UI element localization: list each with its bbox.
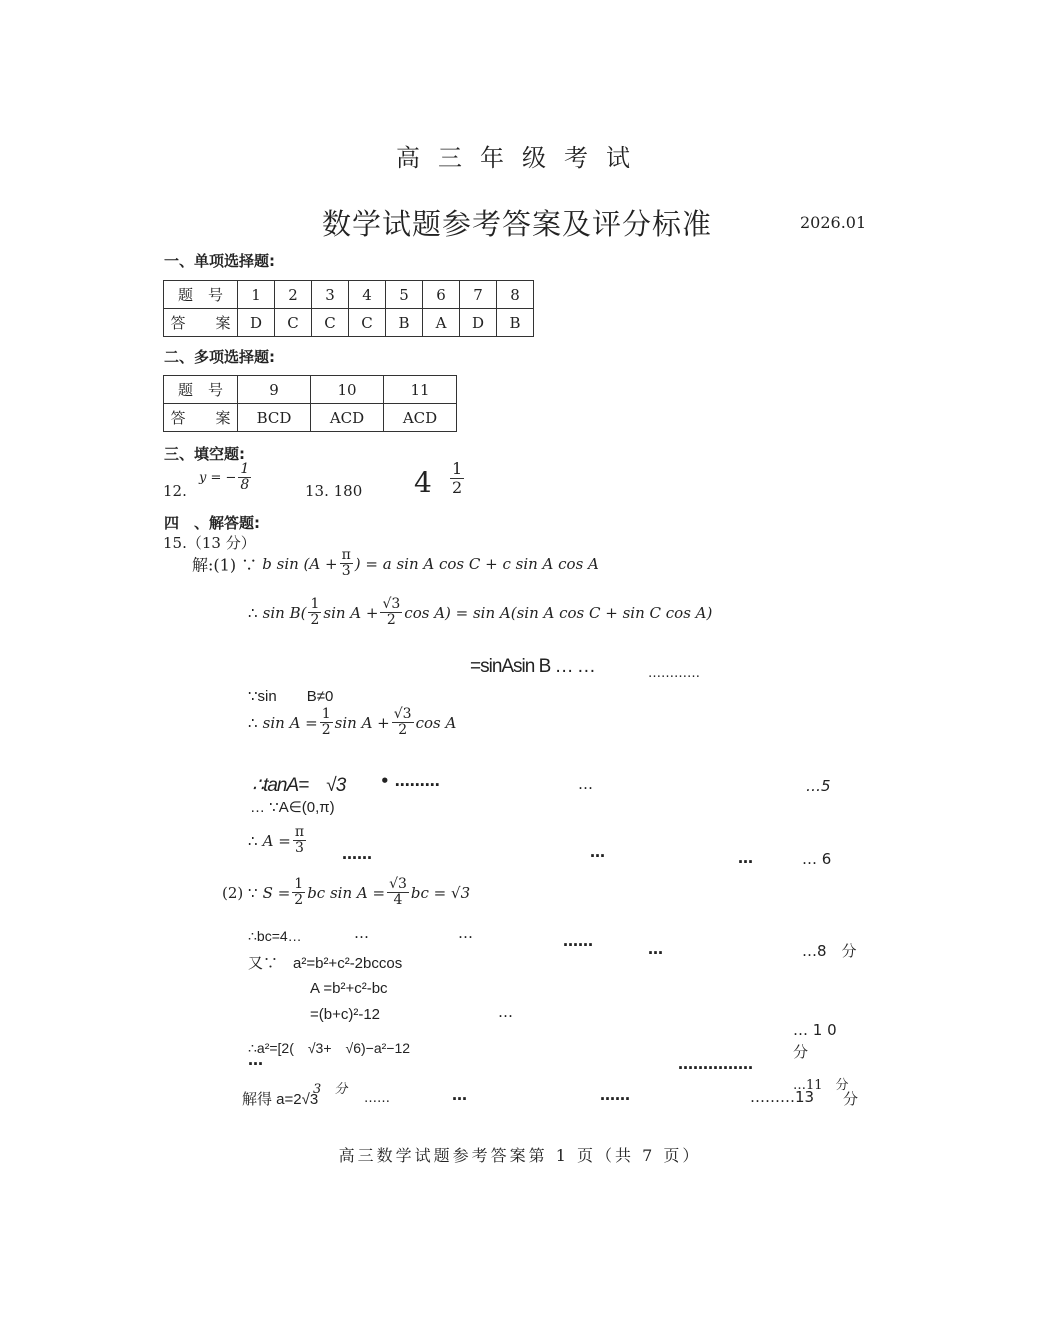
- answer-cell: ACD: [384, 404, 457, 432]
- solution-line-5: ∴ sin A = $\frac{1}{2}$ sin A + $\frac{√3}{2}$ cos A: [248, 706, 457, 739]
- q12-label: 12.: [163, 482, 187, 500]
- score-dots: …………: [648, 666, 700, 681]
- solution-line-14: ∴a²=[2( √3+ √6)−a²−12: [248, 1040, 411, 1056]
- score-dots: …8 分: [802, 942, 857, 960]
- question-number: 5: [386, 281, 423, 309]
- row-label-answer: 答 案: [164, 404, 238, 432]
- score-dots: …: [590, 843, 605, 861]
- row-label-answer: 答 案: [164, 309, 238, 337]
- solution-line-13: =(b+c)²-12: [310, 1006, 381, 1023]
- answer-cell: D: [238, 309, 275, 337]
- document-title: 数学试题参考答案及评分标准: [322, 207, 713, 241]
- solution-line-11: 又∵ a²=b²+c²-2bccos: [248, 955, 403, 972]
- single-choice-table: [163, 280, 534, 337]
- solution-line-8: ∴ A = $\frac{\pi}{3}$: [248, 824, 305, 857]
- score-dots: …: [354, 924, 369, 942]
- q14-numerator: 1: [452, 459, 463, 478]
- question-number: 4: [349, 281, 386, 309]
- question-number: 2: [275, 281, 312, 309]
- score-dots: …: [648, 940, 663, 958]
- solution-line-9: (2) ∵ S = $\frac{1}{2}$ bc sin A = $\frac{√3}{4}$ bc = √3: [222, 876, 471, 909]
- solution-line-12: A =b²+c²-bc: [310, 980, 388, 997]
- solution-line-2: ∴ sin B( $\frac{1}{2}$ sin A + $\frac{√3}{2}$ cos A) = sin A(sin A cos C + sin C cos A): [248, 596, 713, 629]
- score-dots: ……: [600, 1086, 630, 1104]
- score-dots: …5: [806, 777, 831, 795]
- score-label: … 1 0: [793, 1021, 837, 1039]
- answer-cell: D: [460, 309, 497, 337]
- table-row: [164, 281, 534, 309]
- answer-cell: B: [497, 309, 534, 337]
- q12-numerator: 1: [240, 461, 250, 477]
- multi-choice-table: [163, 375, 457, 432]
- solution-line-4: ∵sin B≠0: [248, 688, 334, 705]
- score-label: …11 分: [793, 1078, 849, 1093]
- q14-answer-big: 4: [414, 466, 432, 499]
- section1-heading: 一、单项选择题:: [164, 252, 275, 270]
- table-row: [164, 404, 457, 432]
- solution-line-6: ∴tanA= √3: [252, 775, 346, 796]
- score-dots: …: [738, 849, 753, 867]
- row-label-number: 题 号: [164, 376, 238, 404]
- score-dots: ……………: [678, 1055, 753, 1073]
- solution-line-10: ∴bc=4…: [248, 928, 302, 944]
- answer-cell: C: [312, 309, 349, 337]
- answer-cell: B: [386, 309, 423, 337]
- answer-cell: A: [423, 309, 460, 337]
- score-dots: …: [452, 1086, 467, 1104]
- solution-line-15: 解得 a=2√3: [242, 1091, 319, 1108]
- question-number: 8: [497, 281, 534, 309]
- q14-denominator: 2: [452, 477, 463, 497]
- question-number: 10: [311, 376, 384, 404]
- solution-line-1: 解:(1) ∵ b sin (A + $\frac{\pi}{3}$ ) = a sin A cos C + c sin A cos A: [192, 547, 599, 580]
- q12-answer: [199, 462, 253, 494]
- score-dots: ……: [342, 845, 372, 863]
- table-row: [164, 376, 457, 404]
- score-dots: ……: [364, 1091, 390, 1106]
- question-number: 1: [238, 281, 275, 309]
- question-number: 7: [460, 281, 497, 309]
- question-number: 9: [238, 376, 311, 404]
- score-dots: …: [248, 1051, 263, 1069]
- answer-cell: C: [349, 309, 386, 337]
- exam-title: 高三年级考试: [396, 144, 648, 172]
- score-label: 分: [843, 1090, 859, 1108]
- score-dots: … 6: [802, 850, 832, 868]
- score-label: 3 分: [313, 1082, 348, 1097]
- score-label: 分: [793, 1043, 809, 1061]
- score-dots: …: [458, 924, 473, 942]
- q15-heading: 15.（13 分）: [163, 534, 256, 552]
- section2-heading: 二、多项选择题:: [164, 348, 275, 366]
- question-number: 11: [384, 376, 457, 404]
- score-dots: ………13: [750, 1088, 815, 1106]
- score-dots: …: [578, 775, 593, 793]
- q12-fraction: [238, 462, 251, 494]
- score-dots: • ………: [380, 772, 440, 790]
- question-number: 3: [312, 281, 349, 309]
- section4-heading: 四 、解答题:: [164, 514, 260, 532]
- solution-line-7: … ∵A∈(0,π): [250, 799, 335, 816]
- q12-denominator: 8: [240, 477, 250, 494]
- section3-heading: 三、填空题:: [164, 445, 245, 463]
- table-row: [164, 309, 534, 337]
- q13-answer: 13. 180: [305, 482, 363, 500]
- q14-fraction: [448, 460, 466, 496]
- solution-line-3: =sinAsin B … …: [470, 656, 595, 677]
- answer-cell: BCD: [238, 404, 311, 432]
- answer-cell: C: [275, 309, 312, 337]
- score-dots: …: [498, 1003, 513, 1021]
- document-date: 2026.01: [800, 213, 867, 232]
- answer-cell: ACD: [311, 404, 384, 432]
- question-number: 6: [423, 281, 460, 309]
- row-label-number: 题 号: [164, 281, 238, 309]
- q12-lhs: y = −: [199, 470, 237, 486]
- page-footer: 高三数学试题参考答案第 1 页（共 7 页）: [338, 1146, 702, 1165]
- score-dots: ……: [563, 932, 593, 950]
